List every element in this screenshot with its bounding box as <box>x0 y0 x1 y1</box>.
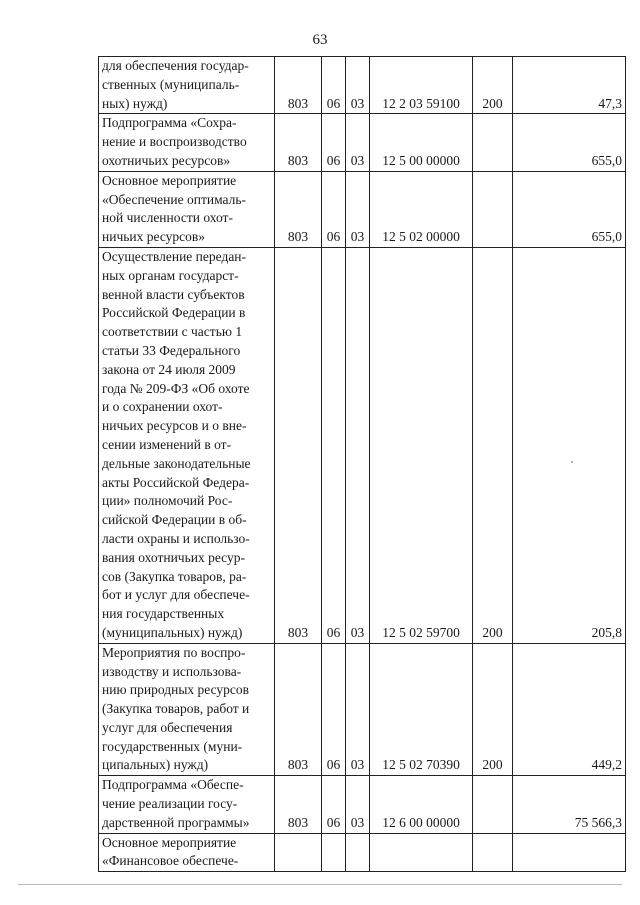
row-name: Подпрограмма «Обеспе- чение реализации госу- дарственной программы» <box>99 776 275 833</box>
pr-cell: 03 <box>346 643 370 776</box>
table-row <box>99 171 626 247</box>
sum-cell: 47,3 <box>513 57 626 114</box>
vr-cell <box>473 114 513 171</box>
pr-cell: 03 <box>346 57 370 114</box>
sum-cell <box>513 833 626 872</box>
scan-artifact <box>571 461 573 463</box>
ved-cell: 803 <box>275 247 322 643</box>
row-name: Основное мероприятие «Финансовое обеспече- <box>99 833 275 872</box>
vr-cell: 200 <box>473 643 513 776</box>
vr-cell <box>473 171 513 247</box>
table-row <box>99 643 626 776</box>
rz-cell: 06 <box>322 114 346 171</box>
vr-cell <box>473 776 513 833</box>
sum-cell: 449,2 <box>513 643 626 776</box>
table-row <box>99 57 626 114</box>
pr-cell: 03 <box>346 247 370 643</box>
rz-cell: 06 <box>322 57 346 114</box>
sum-cell: 655,0 <box>513 114 626 171</box>
table-row <box>99 114 626 171</box>
vr-cell: 200 <box>473 57 513 114</box>
pr-cell: 03 <box>346 171 370 247</box>
csr-cell: 12 5 02 70390 <box>370 643 473 776</box>
row-name: Осуществление передан- ных органам государст- венной власти субъектов Российской Федерации в соответствии с частью 1 статьи 33 Федерального закона от 24 июля 2009 года № 209-ФЗ «Об охоте и о сохранении охот- ничьих ресурсов и о вне- сении изменений в от- дельные законодательные акты Российской Федера- ции» полномочий Рос- сийской Федерации в об- ласти охраны и использо- вания охотничьих ресур- сов (Закупка товаров, ра- бот и услуг для обеспече- ния государственных (муниципальных) нужд) <box>99 247 275 643</box>
vr-cell: 200 <box>473 247 513 643</box>
row-name: Мероприятия по воспро- изводству и использова- нию природных ресурсов (Закупка товаров, работ и услуг для обеспечения государственных (муни- ципальных) нужд) <box>99 643 275 776</box>
ved-cell <box>275 833 322 872</box>
page-bottom-edge <box>18 884 622 885</box>
ved-cell: 803 <box>275 776 322 833</box>
csr-cell: 12 5 02 00000 <box>370 171 473 247</box>
row-name: для обеспечения государ- ственных (муниципаль- ных) нужд) <box>99 57 275 114</box>
page-number: 63 <box>312 32 328 48</box>
csr-cell: 12 2 03 59100 <box>370 57 473 114</box>
ved-cell: 803 <box>275 114 322 171</box>
rz-cell: 06 <box>322 643 346 776</box>
row-name: Подпрограмма «Сохра- нение и воспроизводство охотничьих ресурсов» <box>99 114 275 171</box>
pr-cell <box>346 833 370 872</box>
sum-cell: 75 566,3 <box>513 776 626 833</box>
table-row <box>99 776 626 833</box>
rz-cell: 06 <box>322 171 346 247</box>
rz-cell: 06 <box>322 776 346 833</box>
pr-cell: 03 <box>346 776 370 833</box>
ved-cell: 803 <box>275 57 322 114</box>
sum-cell: 655,0 <box>513 171 626 247</box>
vr-cell <box>473 833 513 872</box>
rz-cell: 06 <box>322 247 346 643</box>
csr-cell: 12 5 02 59700 <box>370 247 473 643</box>
ved-cell: 803 <box>275 171 322 247</box>
ved-cell: 803 <box>275 643 322 776</box>
table-row <box>99 247 626 643</box>
rz-cell <box>322 833 346 872</box>
sum-cell: 205,8 <box>513 247 626 643</box>
csr-cell: 12 5 00 00000 <box>370 114 473 171</box>
csr-cell <box>370 833 473 872</box>
budget-table <box>98 56 626 872</box>
table-row <box>99 833 626 872</box>
row-name: Основное мероприятие «Обеспечение оптималь- ной численности охот- ничьих ресурсов» <box>99 171 275 247</box>
pr-cell: 03 <box>346 114 370 171</box>
csr-cell: 12 6 00 00000 <box>370 776 473 833</box>
